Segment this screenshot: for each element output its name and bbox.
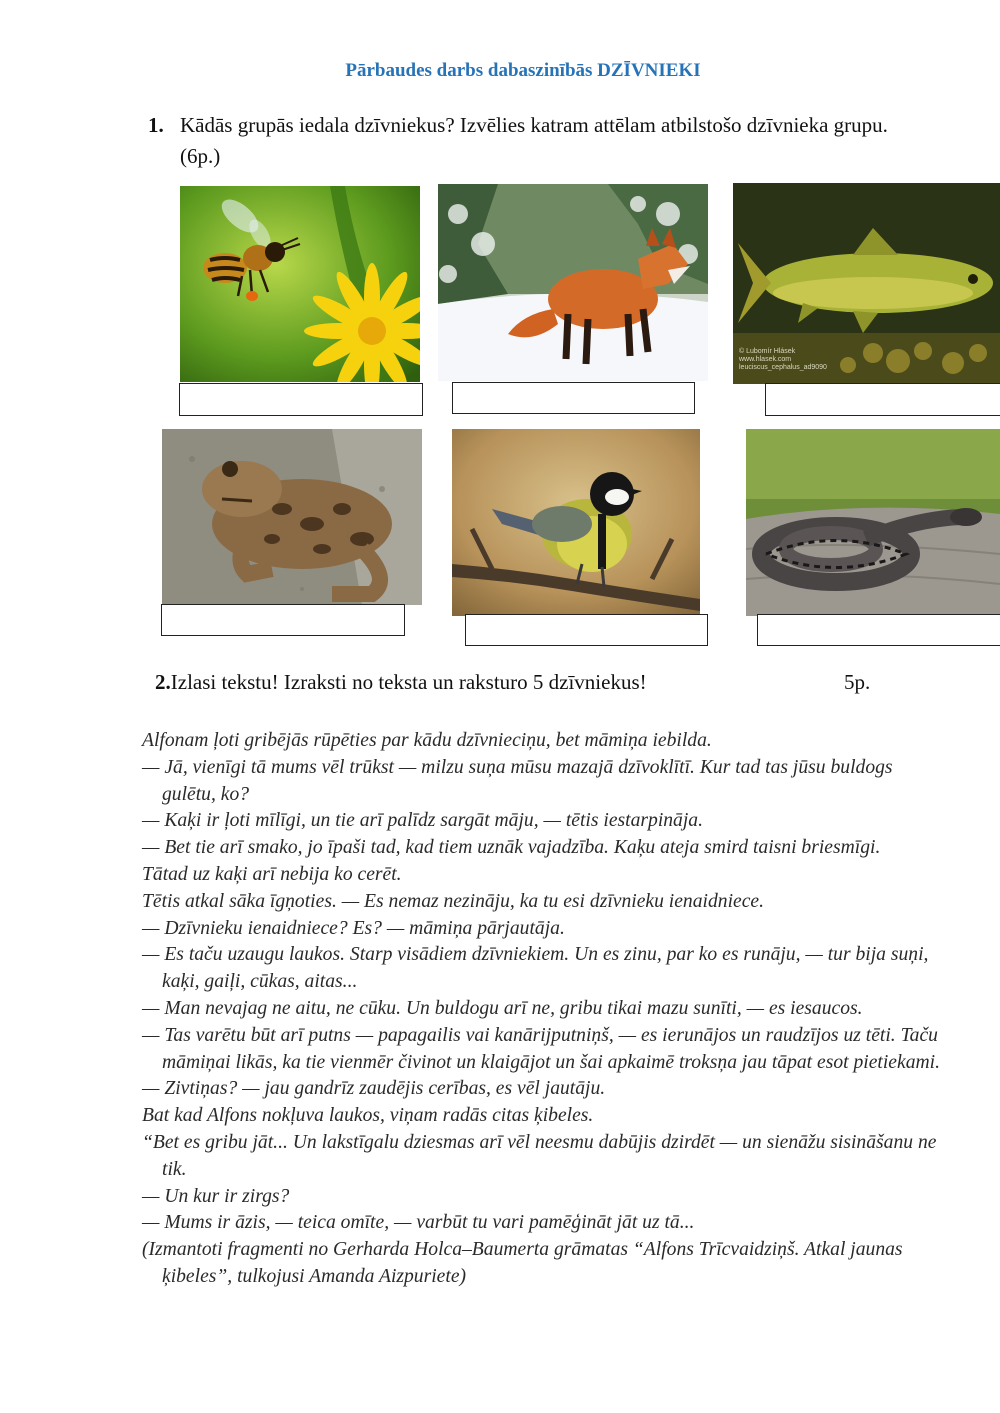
story-line: kaķi, gaiļi, cūkas, aitas...: [162, 971, 358, 993]
task-2-question: [155, 670, 895, 695]
story-line: Tātad uz kaķi arī nebija ko cerēt.: [142, 863, 402, 885]
story-line: — Zivtiņas? — jau gandrīz zaudējis cerības, es vēl jautāju.: [142, 1078, 606, 1100]
bird-photo: [452, 429, 700, 616]
story-line: — Un kur ir zirgs?: [142, 1185, 290, 1207]
story-line: gulētu, ko?: [162, 783, 250, 805]
story-line: Alfonam ļoti gribējās rūpēties par kādu dzīvnieciņu, bet māmiņa iebilda.: [142, 730, 712, 751]
story-line: — Dzīvnieku ienaidniece? Es? — māmiņa pārjautāja.: [142, 917, 565, 939]
story-line: “Bet es gribu jāt... Un lakstīgalu dziesmas arī vēl neesmu dabūjis dzirdēt — un sienāžu sisināšanu ne: [142, 1131, 937, 1153]
answer-box-frog[interactable]: [161, 604, 405, 636]
story-line: māmiņai likās, ka tie vienmēr čivinot un klaigājot un šai apkaimē troksņa jau tāpat esot pietiekami.: [162, 1051, 940, 1073]
story-line: Bat kad Alfons nokļuva laukos, viņam radās citas ķibeles.: [142, 1105, 594, 1127]
story-line: — Kaķi ir ļoti mīlīgi, un tie arī palīdz sargāt māju, — tētis iestarpināja.: [142, 810, 703, 832]
story-line: ķibeles”, tulkojusi Amanda Aizpuriete): [162, 1265, 467, 1287]
story-line: — Tas varētu būt arī putns — papagailis vai kanārijputniņš, — es ierunājos un raudzījos uz tēti. Taču: [142, 1024, 938, 1046]
task-2-number: 2.: [155, 670, 171, 694]
task-1-question: [148, 110, 928, 172]
answer-box-fish[interactable]: [765, 383, 1000, 416]
answer-box-bee[interactable]: [179, 383, 423, 416]
task-2-points: 5p.: [844, 670, 871, 694]
task-1-number: 1.: [148, 113, 164, 137]
page-title: Pārbaudes darbs dabaszinībās DZĪVNIEKI: [345, 60, 701, 81]
story-line: tik.: [162, 1158, 187, 1180]
story-line: — Man nevajag ne aitu, ne cūku. Un buldogu arī ne, gribu tikai mazu sunīti, — es iesaucos.: [142, 997, 863, 1019]
story-line: — Mums ir āzis, — teica omīte, — varbūt tu vari pamēģināt jāt uz tā...: [142, 1212, 695, 1234]
snake-photo: [746, 429, 1000, 616]
answer-box-bird[interactable]: [465, 614, 708, 646]
story-line: — Jā, vienīgi tā mums vēl trūkst — milzu suņa mūsu mazajā dzīvoklītī. Kur tad tas jūsu buldogs: [142, 756, 893, 778]
bee-photo: [180, 186, 420, 382]
story-line: Tētis atkal sāka īgņoties. — Es nemaz nezināju, ka tu esi dzīvnieku ienaidniece.: [142, 890, 764, 912]
task-2-text: Izlasi tekstu! Izraksti no teksta un raksturo 5 dzīvniekus!: [170, 670, 647, 694]
task-1-text: Kādās grupās iedala dzīvniekus? Izvēlies katram attēlam atbilstošo dzīvnieka grupu. (6p.): [180, 113, 888, 168]
story-line: (Izmantoti fragmenti no Gerharda Holca–Baumerta grāmatas “Alfons Trīcvaidziņš. Atkal jaunas: [142, 1239, 903, 1261]
story-line: — Es taču uzaugu laukos. Starp visādiem dzīvniekiem. Un es zinu, par ko es runāju, — tur bija suņi,: [142, 944, 929, 966]
answer-box-fox[interactable]: [452, 382, 695, 414]
frog-photo: [162, 429, 422, 605]
story-line: — Bet tie arī smako, jo īpaši tad, kad tiem uznāk vajadzība. Kaķu ateja smird taisni briesmīgi.: [142, 837, 881, 859]
story-text: [142, 728, 972, 1291]
fox-photo: [438, 184, 708, 381]
answer-box-snake[interactable]: [757, 614, 1000, 646]
fish-photo-credit: © Lubomír Hlásek www.hlasek.com leuciscus_cephalus_ad9090: [739, 348, 827, 371]
